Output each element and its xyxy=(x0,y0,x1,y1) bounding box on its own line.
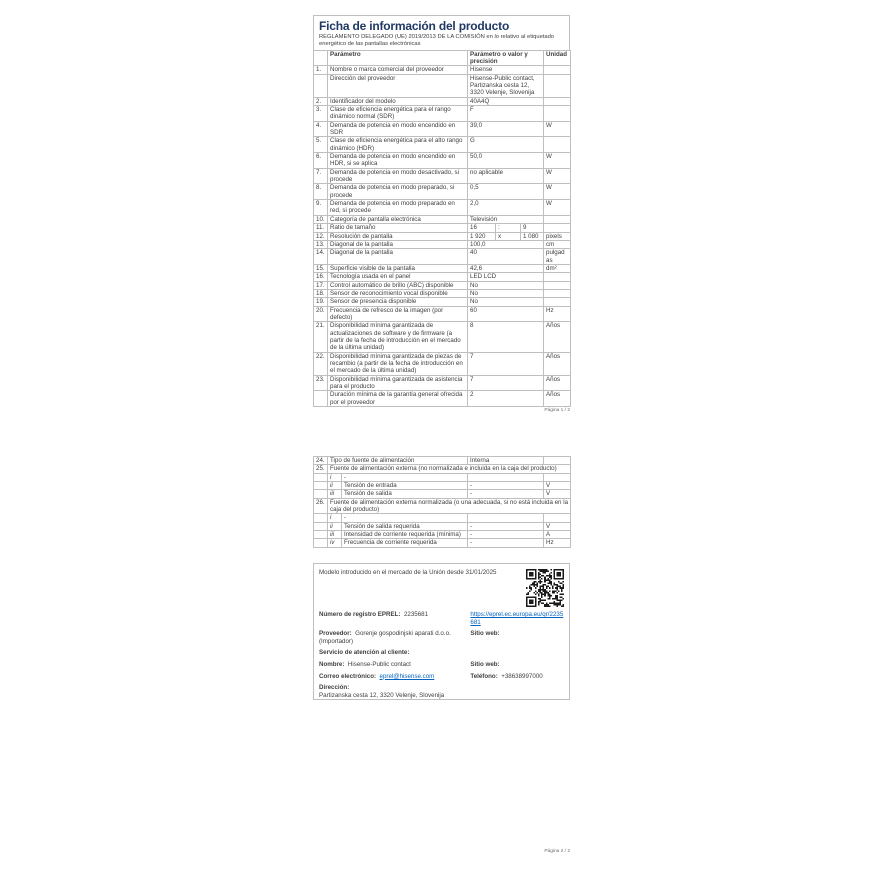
row-number: 18. xyxy=(314,289,328,297)
row-number xyxy=(314,482,328,490)
parameter-label: - xyxy=(342,514,468,522)
info-entry-row xyxy=(319,611,564,626)
row-number: 23. xyxy=(314,375,328,391)
parameter-label: Tensión de entrada xyxy=(342,482,468,490)
table-row xyxy=(314,281,571,289)
row-number: 13. xyxy=(314,240,328,248)
table-row xyxy=(314,168,571,184)
table-body xyxy=(314,457,571,548)
row-number: 8. xyxy=(314,184,328,200)
table-row xyxy=(314,289,571,297)
row-number: 11. xyxy=(314,224,328,232)
parameter-value: 1 920 xyxy=(468,232,496,240)
info-entry-row xyxy=(319,673,564,681)
row-number xyxy=(314,490,328,498)
parameter-value: 40A4Q xyxy=(468,97,544,105)
document-header xyxy=(313,15,570,50)
parameter-label: Frecuencia de corriente requerida xyxy=(342,539,468,547)
row-number: 24. xyxy=(314,457,328,465)
info-entry-column xyxy=(319,684,564,699)
page-2 xyxy=(313,456,570,548)
parameter-label: Sensor de reconocimiento vocal disponible xyxy=(328,289,468,297)
qr-code-icon xyxy=(526,569,564,607)
parameter-unit: pixels xyxy=(544,232,571,240)
info-label: Correo electrónico: xyxy=(319,672,377,680)
parameter-value xyxy=(468,514,544,522)
parameter-value: 16 xyxy=(468,224,496,232)
parameter-label: Identificador del modelo xyxy=(328,97,468,105)
parameter-unit xyxy=(544,215,571,223)
parameter-value: - xyxy=(468,539,544,547)
parameter-unit: dm² xyxy=(544,264,571,272)
parameter-value: 39,0 xyxy=(468,121,544,137)
parameter-unit: W xyxy=(544,168,571,184)
row-number: 5. xyxy=(314,137,328,153)
parameter-value: Hisense xyxy=(468,66,544,74)
group-label: Fuente de alimentación externa (no normalizada e incluida en la caja del producto) xyxy=(328,465,571,473)
info-label: Sitio web: xyxy=(470,630,500,638)
sub-index: iv xyxy=(328,539,342,547)
parameter-label: Demanda de potencia en modo encendido en SDR xyxy=(328,121,468,137)
parameter-value: LED LCD xyxy=(468,273,544,281)
table-row xyxy=(314,490,571,498)
parameter-label: Clase de eficiencia energética para el rango dinámico normal (SDR) xyxy=(328,106,468,122)
row-number xyxy=(314,522,328,530)
parameter-label: Disponibilidad mínima garantizada de asistencia para el producto xyxy=(328,375,468,391)
table-row xyxy=(314,539,571,547)
parameter-unit: Años xyxy=(544,322,571,352)
info-label: Proveedor: xyxy=(319,630,352,638)
group-label: Fuente de alimentación externa normalizada (o una adecuada, si no está incluida en la caja del producto) xyxy=(328,498,571,514)
table-row xyxy=(314,522,571,530)
parameter-value: 2,0 xyxy=(468,200,544,216)
row-number xyxy=(314,74,328,97)
parameter-unit xyxy=(544,273,571,281)
sub-index: i xyxy=(328,473,342,481)
info-value: +38638997000 xyxy=(501,672,543,680)
table-row xyxy=(314,106,571,122)
table-row xyxy=(314,514,571,522)
parameter-label: Control automático de brillo (ABC) disponible xyxy=(328,281,468,289)
parameter-unit xyxy=(544,457,571,465)
info-entry-column xyxy=(470,673,564,681)
parameter-unit: V xyxy=(544,482,571,490)
parameter-label: Tensión de salida xyxy=(342,490,468,498)
parameter-value xyxy=(468,473,544,481)
info-label: Dirección: xyxy=(319,684,350,692)
parameter-value: : xyxy=(496,224,521,232)
page-indicator-1: Página 1 / 2 xyxy=(544,408,570,413)
info-entry-column xyxy=(470,661,564,669)
parameter-value: - xyxy=(468,482,544,490)
table-row xyxy=(314,232,571,240)
parameter-unit: W xyxy=(544,200,571,216)
row-number: 1. xyxy=(314,66,328,74)
parameter-unit xyxy=(544,298,571,306)
parameter-value: Televisión xyxy=(468,215,544,223)
parameter-unit xyxy=(544,224,571,232)
parameter-unit xyxy=(544,514,571,522)
table-row xyxy=(314,531,571,539)
table-row xyxy=(314,184,571,200)
parameter-unit: A xyxy=(544,531,571,539)
info-entry-column xyxy=(319,661,470,669)
parameter-label: Demanda de potencia en modo preparado en red, si procede xyxy=(328,200,468,216)
column-header-unidad: Unidad xyxy=(544,50,571,66)
product-parameters-table xyxy=(313,50,571,407)
parameter-value: 9 xyxy=(521,224,544,232)
parameter-unit: W xyxy=(544,121,571,137)
row-number xyxy=(314,531,328,539)
page-title: Ficha de información del producto xyxy=(319,19,510,33)
sub-index: ii xyxy=(328,522,342,530)
info-entry-row xyxy=(319,661,564,669)
info-entry-column xyxy=(319,649,564,657)
parameter-label: Diagonal de la pantalla xyxy=(328,249,468,265)
parameter-label: - xyxy=(342,473,468,481)
parameter-value: 7 xyxy=(468,375,544,391)
parameter-value: x xyxy=(496,232,521,240)
table-row xyxy=(314,457,571,465)
row-number: 17. xyxy=(314,281,328,289)
parameter-unit: V xyxy=(544,522,571,530)
row-number: 9. xyxy=(314,200,328,216)
table-row xyxy=(314,153,571,169)
parameter-label: Clase de eficiencia energética para el alto rango dinámico (HDR) xyxy=(328,137,468,153)
parameter-value: No xyxy=(468,281,544,289)
parameter-label: Ratio de tamaño xyxy=(328,224,468,232)
registration-entries xyxy=(319,611,564,699)
sub-index: iii xyxy=(328,531,342,539)
info-entry-column xyxy=(319,673,470,681)
sub-index: i xyxy=(328,514,342,522)
parameter-label: Intensidad de corriente requerida (mínima) xyxy=(342,531,468,539)
parameter-value: G xyxy=(468,137,544,153)
info-label: Teléfono: xyxy=(470,672,498,680)
parameter-unit: V xyxy=(544,490,571,498)
parameter-label: Duración mínima de la garantía general ofrecida por el proveedor xyxy=(328,391,468,407)
page-indicator-2: Página 2 / 2 xyxy=(544,849,570,854)
parameter-label: Diagonal de la pantalla xyxy=(328,240,468,248)
row-number: 20. xyxy=(314,306,328,322)
row-number: 16. xyxy=(314,273,328,281)
market-intro-row xyxy=(319,569,564,611)
parameter-label: Dirección del proveedor xyxy=(328,74,468,97)
table-row xyxy=(314,215,571,223)
info-value: Gorenje gospodinjski aparati d.o.o. (Importador) xyxy=(319,630,451,645)
parameter-label: Tecnología usada en el panel xyxy=(328,273,468,281)
parameter-label: Resolución de pantalla xyxy=(328,232,468,240)
info-entry-column xyxy=(319,630,470,645)
table-row xyxy=(314,473,571,481)
table-row xyxy=(314,264,571,272)
info-entry-row xyxy=(319,684,564,699)
sub-index: iii xyxy=(328,490,342,498)
parameter-unit: W xyxy=(544,184,571,200)
parameter-unit xyxy=(544,74,571,97)
market-introduction-text: Modelo introducido en el mercado de la Unión desde 31/01/2025 xyxy=(319,569,497,576)
sub-index: ii xyxy=(328,482,342,490)
row-number: 4. xyxy=(314,121,328,137)
info-entry-row xyxy=(319,649,564,657)
parameter-unit: cm xyxy=(544,240,571,248)
power-supply-table xyxy=(313,456,571,548)
row-number: 2. xyxy=(314,97,328,105)
info-label: Sitio web: xyxy=(470,661,500,669)
table-row xyxy=(314,352,571,375)
parameter-unit: Hz xyxy=(544,306,571,322)
parameter-label: Tipo de fuente de alimentación xyxy=(328,457,468,465)
row-number: 19. xyxy=(314,298,328,306)
parameter-value: - xyxy=(468,522,544,530)
table-row xyxy=(314,306,571,322)
parameter-label: Disponibilidad mínima garantizada de actualizaciones de software y de firmware (a partir de la fecha de introducción en el mercado de la última unidad) xyxy=(328,322,468,352)
parameter-label: Demanda de potencia en modo encendido en HDR, si se aplica xyxy=(328,153,468,169)
table-row xyxy=(314,465,571,473)
row-number: 6. xyxy=(314,153,328,169)
parameter-value: 2 xyxy=(468,391,544,407)
parameter-value: 0,5 xyxy=(468,184,544,200)
info-value: Hisense-Public contact xyxy=(347,661,411,669)
parameter-value: - xyxy=(468,490,544,498)
row-number: 25. xyxy=(314,465,328,473)
row-number: 10. xyxy=(314,215,328,223)
parameter-label: Sensor de presencia disponible xyxy=(328,298,468,306)
parameter-value: - xyxy=(468,531,544,539)
info-entry-column xyxy=(319,611,470,626)
parameter-unit xyxy=(544,137,571,153)
table-row xyxy=(314,97,571,105)
column-header-parametro: Parámetro xyxy=(328,50,468,66)
parameter-unit: Años xyxy=(544,352,571,375)
parameter-unit xyxy=(544,281,571,289)
hyperlink[interactable]: eprel@hisense.com xyxy=(379,672,435,680)
row-number xyxy=(314,539,328,547)
parameter-label: Superficie visible de la pantalla xyxy=(328,264,468,272)
table-row xyxy=(314,240,571,248)
parameter-value: 60 xyxy=(468,306,544,322)
parameter-value: 42,6 xyxy=(468,264,544,272)
table-row xyxy=(314,482,571,490)
regulation-subtitle: REGLAMENTO DELEGADO (UE) 2019/2013 DE LA COMISIÓN en lo relativo al etiquetado energético de las pantallas electrónicas xyxy=(319,34,555,47)
table-row xyxy=(314,137,571,153)
parameter-label: Tensión de salida requerida xyxy=(342,522,468,530)
parameter-unit: Años xyxy=(544,391,571,407)
parameter-unit: W xyxy=(544,153,571,169)
parameter-value: 50,0 xyxy=(468,153,544,169)
table-body xyxy=(314,66,571,407)
info-label: Número de registro EPREL: xyxy=(319,611,401,618)
registration-info-box xyxy=(313,563,570,700)
parameter-value: No xyxy=(468,289,544,297)
row-number xyxy=(314,391,328,407)
row-number xyxy=(314,473,328,481)
parameter-value: no aplicable xyxy=(468,168,544,184)
row-number: 12. xyxy=(314,232,328,240)
info-entry-row xyxy=(319,630,564,645)
parameter-value: 40 xyxy=(468,249,544,265)
parameter-label: Demanda de potencia en modo preparado, si procede xyxy=(328,184,468,200)
parameter-unit: Años xyxy=(544,375,571,391)
row-number: 21. xyxy=(314,322,328,352)
table-row xyxy=(314,273,571,281)
parameter-value: 7 xyxy=(468,352,544,375)
row-number xyxy=(314,514,328,522)
row-number: 7. xyxy=(314,168,328,184)
parameter-unit xyxy=(544,289,571,297)
parameter-value: Interna xyxy=(468,457,544,465)
table-row xyxy=(314,322,571,352)
page-1 xyxy=(313,15,570,407)
parameter-value: No xyxy=(468,298,544,306)
table-row xyxy=(314,224,571,232)
column-header-number xyxy=(314,50,328,66)
table-row xyxy=(314,249,571,265)
info-entry-column xyxy=(470,630,564,645)
parameter-label: Disponibilidad mínima garantizada de piezas de recambio (a partir de la fecha de introducción en el mercado de la última unidad) xyxy=(328,352,468,375)
info-value: Partizanska cesta 12, 3320 Velenje, Slovenija xyxy=(319,691,445,699)
info-label: Nombre: xyxy=(319,661,345,669)
parameter-value: Hisense-Public contact, Partizanska cesta 12, 3320 Velenje, Slovenija xyxy=(468,74,544,97)
parameter-value: 8 xyxy=(468,322,544,352)
table-row xyxy=(314,375,571,391)
hyperlink[interactable]: https://eprel.ec.europa.eu/qr/2235681 xyxy=(470,611,564,626)
table-row xyxy=(314,74,571,97)
row-number: 26. xyxy=(314,498,328,514)
parameter-label: Frecuencia de refresco de la imagen (por defecto) xyxy=(328,306,468,322)
row-number: 15. xyxy=(314,264,328,272)
table-row xyxy=(314,66,571,74)
table-row xyxy=(314,298,571,306)
parameter-label: Categoría de pantalla electrónica xyxy=(328,215,468,223)
row-number: 22. xyxy=(314,352,328,375)
info-label: Servicio de atención al cliente: xyxy=(319,649,410,657)
parameter-value: 1 080 xyxy=(521,232,544,240)
table-row xyxy=(314,121,571,137)
parameter-value: F xyxy=(468,106,544,122)
parameter-unit xyxy=(544,97,571,105)
parameter-label: Demanda de potencia en modo desactivado, si procede xyxy=(328,168,468,184)
parameter-unit: pulgadas xyxy=(544,249,571,265)
table-row xyxy=(314,200,571,216)
table-header-row xyxy=(314,50,571,66)
parameter-unit: Hz xyxy=(544,539,571,547)
parameter-unit xyxy=(544,66,571,74)
parameter-unit xyxy=(544,106,571,122)
column-header-valor: Parámetro o valor y precisión xyxy=(468,50,544,66)
parameter-label: Nombre o marca comercial del proveedor xyxy=(328,66,468,74)
row-number: 3. xyxy=(314,106,328,122)
info-entry-column xyxy=(470,611,564,626)
table-row xyxy=(314,391,571,407)
info-value: 2235681 xyxy=(403,611,429,618)
table-row xyxy=(314,498,571,514)
row-number: 14. xyxy=(314,249,328,265)
parameter-unit xyxy=(544,473,571,481)
parameter-value: 100,0 xyxy=(468,240,544,248)
